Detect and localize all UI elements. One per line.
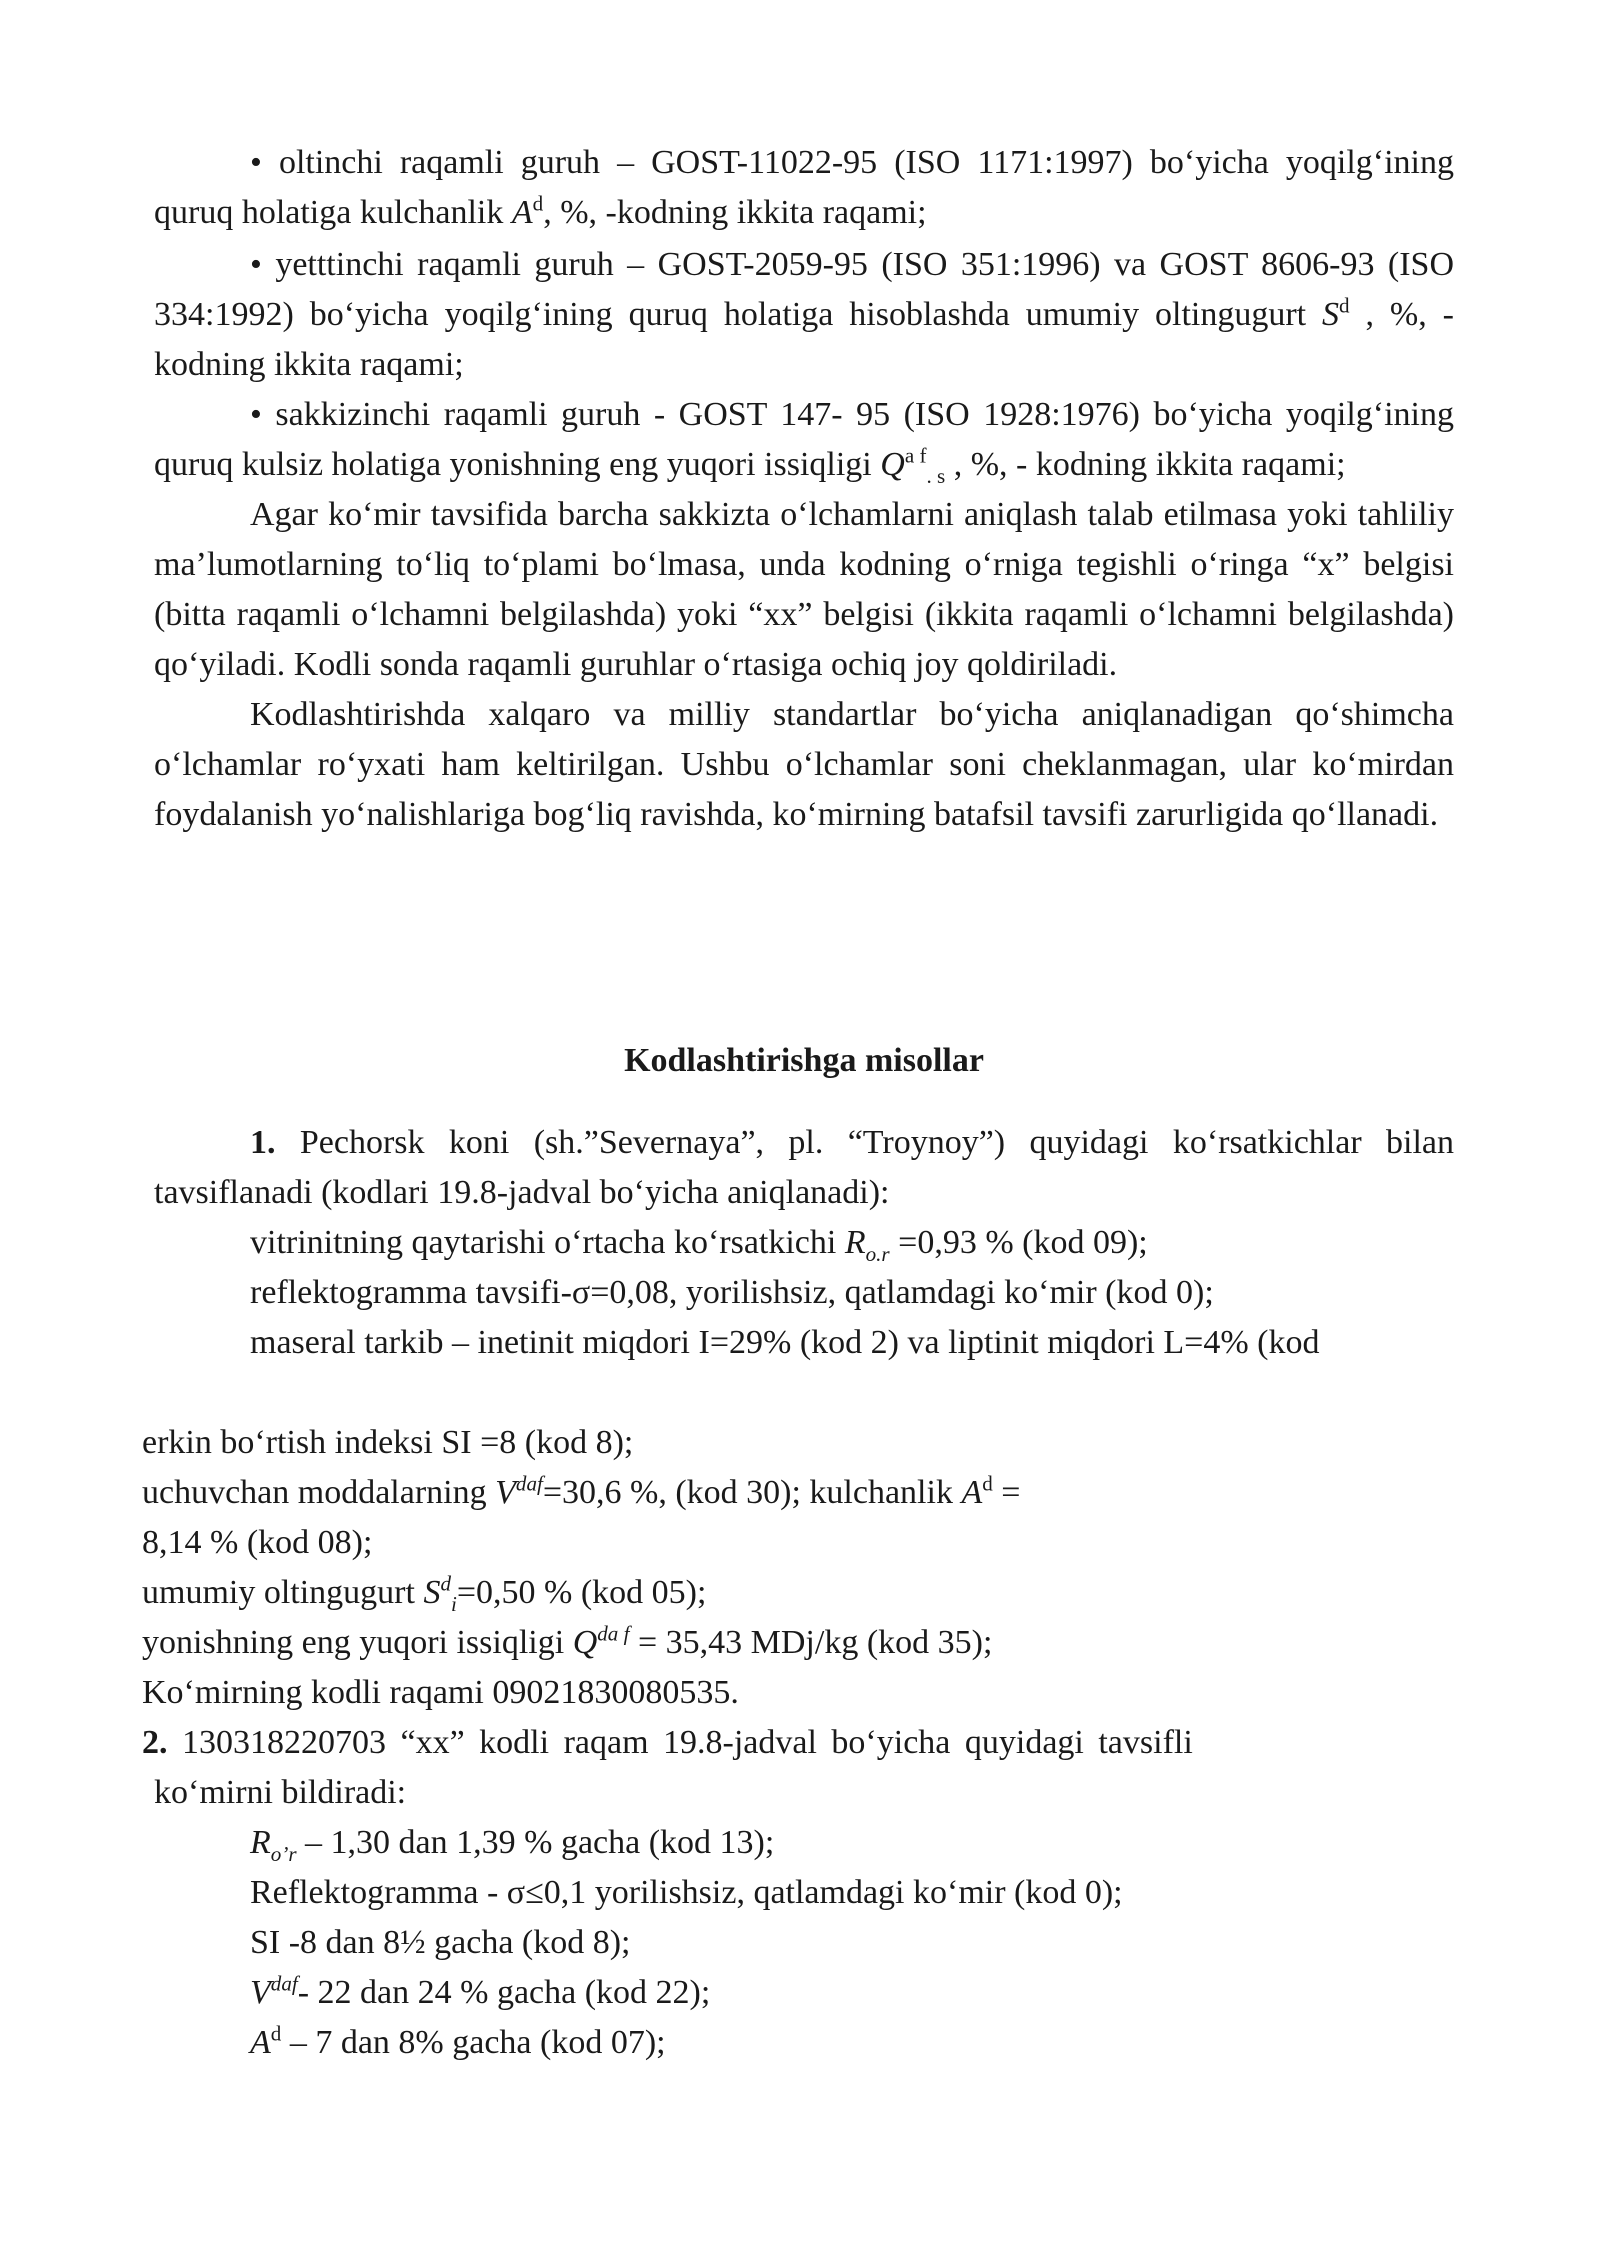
variable: V — [250, 1974, 271, 2011]
variable: S — [1322, 296, 1340, 333]
list-item — [142, 1218, 1472, 1268]
text: =0,93 % (kod 09); — [889, 1224, 1148, 1261]
text: - 22 dan 24 % gacha (kod 22); — [297, 1974, 711, 2011]
body-text-upper — [154, 138, 1454, 840]
list-item: Reflektogramma - σ≤0,1 yorilishsiz, qatlamdagi ko‘mir (kod 0); — [250, 1874, 1123, 1911]
variable: A — [961, 1474, 983, 1511]
superscript: a f — [904, 443, 927, 468]
variable: A — [511, 194, 533, 231]
text: =0,50 % (kod 05); — [456, 1574, 707, 1611]
text: • oltinchi raqamli guruh – GOST-11022-95 (ISO 1171:1997) bo‘yicha yoqilg‘ining quruq holatiga kulchanlik — [154, 144, 1454, 231]
list-item — [142, 1968, 1472, 2018]
text: uchuvchan moddalarning — [142, 1474, 496, 1511]
text: Pechorsk koni (sh.”Severnaya”, pl. “Troynoy”) quyidagi ko‘rsatkichlar bilan tavsiflanadi (kodlari 19.8-jadval bo‘yicha aniqlanadi): — [154, 1124, 1454, 1211]
text: = 35,43 MDj/kg (kod 35); — [629, 1624, 993, 1661]
subscript: . s — [926, 463, 946, 488]
list-item: SI -8 dan 8½ gacha (kod 8); — [250, 1924, 631, 1961]
paragraph-group-six — [154, 138, 1454, 238]
example-2-intro-cont: ko‘mirni bildiradi: — [154, 1774, 407, 1811]
example-2-indicators — [142, 1818, 1472, 2068]
superscript: d — [1339, 293, 1350, 318]
example-2-intro — [142, 1718, 1472, 1768]
paragraph-missing-codes: Agar ko‘mir tavsifida barcha sakkizta o‘lchamlarni aniqlash talab etilmasa yoki tahliliy ma’lumotlarning to‘liq to‘plami bo‘lmasa, unda kodning o‘rniga tegishli o‘ringa “x” belgisi (bitta raqamli o‘lchamni belgilashda) yoki “xx” belgisi (ikkita raqamli o‘lchamni belgilashda) qo‘yiladi. Kodli sonda raqamli guruhlar o‘rtasiga ochiq joy qoldiriladi. — [154, 496, 1454, 683]
superscript: d — [982, 1471, 993, 1496]
text: , %, -kodning ikkita raqami; — [543, 194, 927, 231]
superscript: d — [440, 1571, 451, 1596]
list-item: reflektogramma tavsifi-σ=0,08, yorilishsiz, qatlamdagi ko‘mir (kod 0); — [250, 1274, 1214, 1311]
paragraph-group-eight — [154, 390, 1454, 490]
example-1-continued — [142, 1418, 1472, 1818]
list-item — [142, 1618, 1472, 1668]
list-item: maseral tarkib – inetinit miqdori I=29% (kod 2) va liptinit miqdori L=4% (kod — [250, 1324, 1320, 1361]
text: • sakkizinchi raqamli guruh - GOST 147- 95 (ISO 1928:1976) bo‘yicha yoqilg‘ining quruq kulsiz holatiga yonishning eng yuqori issiqligi — [154, 396, 1454, 483]
list-item — [142, 1568, 1472, 1618]
example-number: 1. — [250, 1124, 276, 1161]
variable: S — [423, 1574, 441, 1611]
subscript: o’r — [270, 1841, 297, 1866]
superscript: d — [532, 191, 544, 216]
text: = — [992, 1474, 1021, 1511]
text: – 1,30 dan 1,39 % gacha (kod 13); — [296, 1824, 775, 1861]
variable: Q — [572, 1624, 598, 1661]
text: , %, -kodning ikkita raqami; — [154, 296, 1454, 383]
list-item — [142, 1468, 1472, 1518]
text: • yetttinchi raqamli guruh – GOST-2059-95 (ISO 351:1996) va GOST 8606-93 (ISO 334:1992) bo‘yicha yoqilg‘ining quruq holatiga hisoblashda umumiy oltingugurt — [154, 246, 1454, 333]
section-heading: Kodlashtirishga misollar — [624, 1042, 984, 1079]
example-1-intro-paragraph — [154, 1118, 1454, 1218]
variable: Q — [880, 446, 905, 483]
example-1-indicators — [142, 1218, 1472, 1368]
list-item — [142, 1818, 1472, 1868]
text: vitrinitning qaytarishi o‘rtacha ko‘rsatkichi — [250, 1224, 845, 1261]
text: – 7 dan 8% gacha (kod 07); — [281, 2024, 666, 2061]
example-1-intro — [154, 1118, 1454, 1218]
coal-code-result: Ko‘mirning kodli raqami 09021830080535. — [142, 1674, 739, 1711]
text: yonishning eng yuqori issiqligi — [142, 1624, 573, 1661]
superscript: daf — [270, 1971, 298, 1996]
variable: V — [495, 1474, 516, 1511]
subscript: i — [451, 1591, 457, 1616]
list-item: 8,14 % (kod 08); — [142, 1524, 373, 1561]
paragraph-group-seven — [154, 240, 1454, 390]
text: 130318220703 “xx” kodli raqam 19.8-jadval bo‘yicha quyidagi tavsifli — [167, 1724, 1193, 1761]
superscript: da f — [597, 1621, 630, 1646]
variable: R — [844, 1224, 866, 1261]
text: , %, - kodning ikkita raqami; — [945, 446, 1346, 483]
text: =30,6 %, (kod 30); kulchanlik — [542, 1474, 962, 1511]
variable: A — [250, 2024, 271, 2061]
superscript: daf — [515, 1471, 543, 1496]
paragraph-additional-params: Kodlashtirishda xalqaro va milliy standartlar bo‘yicha aniqlanadigan qo‘shimcha o‘lchamlar ro‘yxati ham keltirilgan. Ushbu o‘lchamlar soni cheklanmagan, ular ko‘mirdan foydalanish yo‘nalishlariga bog‘liq ravishda, ko‘mirning batafsil tavsifi zarurligida qo‘llanadi. — [154, 696, 1454, 833]
subscript: o.r — [865, 1241, 890, 1266]
list-item — [142, 2018, 1472, 2068]
superscript: d — [270, 2021, 282, 2046]
example-number: 2. — [142, 1724, 168, 1761]
text: umumiy oltingugurt — [142, 1574, 424, 1611]
list-item: erkin bo‘rtish indeksi SI =8 (kod 8); — [142, 1424, 634, 1461]
variable: R — [250, 1824, 271, 1861]
